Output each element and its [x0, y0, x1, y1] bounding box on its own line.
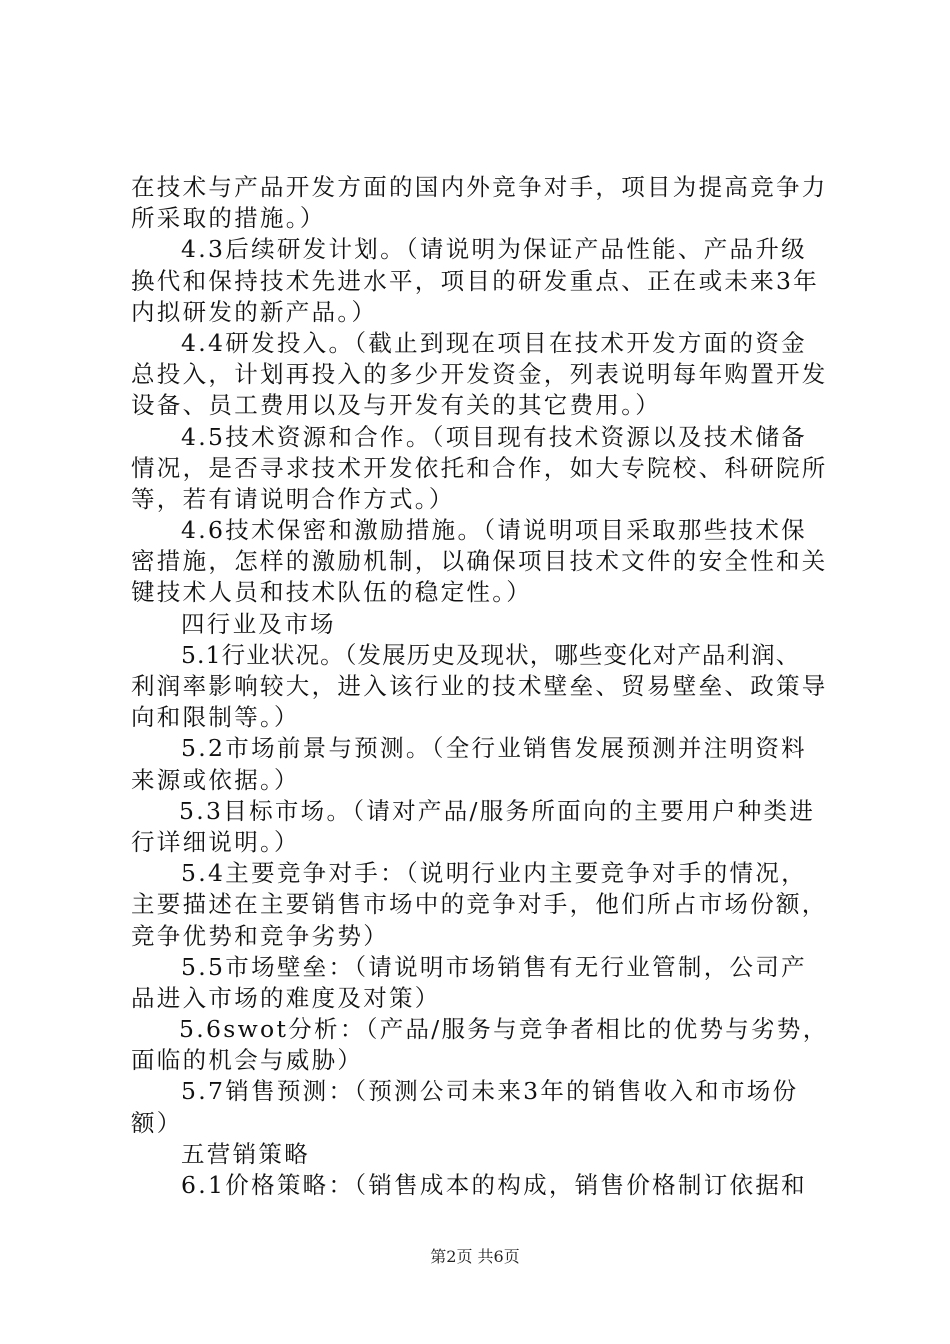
text-line: 键技术人员和技术队伍的稳定性。） — [131, 578, 533, 607]
chapter-heading-industry-market: 四行业及市场 — [181, 609, 336, 638]
text-line: 密措施，怎样的激励机制，以确保项目技术文件的安全性和关 — [131, 547, 828, 576]
section-5-4-heading: 5.4主要竞争对手：（说明行业内主要竞争对手的情况， — [181, 859, 807, 888]
text-line: 竞争优势和竞争劣势） — [131, 921, 389, 950]
section-5-1-heading: 5.1行业状况。（发展历史及现状，哪些变化对产品利润、 — [181, 640, 801, 669]
text-line: 行详细说明。） — [131, 827, 300, 856]
section-4-6-heading: 4.6技术保密和激励措施。（请说明项目采取那些技术保 — [181, 516, 807, 545]
document-body — [131, 172, 851, 1201]
section-6-1-heading: 6.1价格策略：（销售成本的构成，销售价格制订依据和 — [181, 1171, 807, 1199]
section-5-7-heading: 5.7销售预测：（预测公司未来3年的销售收入和市场份 — [181, 1077, 799, 1106]
section-5-3-heading: 5.3目标市场。（请对产品/服务所面向的主要用户种类进 — [179, 796, 816, 825]
section-4-4-heading: 4.4研发投入。（截止到现在项目在技术开发方面的资金 — [181, 328, 807, 357]
text-line: 利润率影响较大，进入该行业的技术壁垒、贸易壁垒、政策导 — [131, 672, 828, 700]
section-4-5-heading: 4.5技术资源和合作。（项目现有技术资源以及技术储备 — [181, 422, 807, 451]
text-line: 向和限制等。） — [131, 703, 300, 732]
text-line: 在技术与产品开发方面的国内外竞争对手，项目为提高竞争力 — [131, 173, 828, 201]
text-line: 品进入市场的难度及对策） — [131, 983, 441, 1012]
chapter-heading-marketing-strategy: 五营销策略 — [181, 1139, 310, 1168]
text-line: 额） — [131, 1108, 183, 1137]
text-line: 换代和保持技术先进水平，项目的研发重点、正在或未来3年 — [131, 266, 820, 295]
section-5-5-heading: 5.5市场壁垒：（请说明市场销售有无行业管制，公司产 — [181, 952, 807, 981]
section-5-2-heading: 5.2市场前景与预测。（全行业销售发展预测并注明资料 — [181, 734, 807, 763]
text-line: 总投入，计划再投入的多少开发资金，列表说明每年购置开发 — [131, 360, 828, 389]
text-line: 设备、员工费用以及与开发有关的其它费用。） — [131, 391, 662, 420]
page-number-footer: 第2页 共6页 — [430, 1247, 520, 1266]
section-5-6-heading: 5.6swot分析：（产品/服务与竞争者相比的优势与劣势， — [179, 1015, 829, 1044]
text-line: 主要描述在主要销售市场中的竞争对手，他们所占市场份额， — [131, 890, 828, 919]
text-line: 内拟研发的新产品。） — [131, 297, 378, 326]
text-line: 情况，是否寻求技术开发依托和合作，如大专院校、科研院所 — [131, 453, 828, 482]
text-line: 面临的机会与威胁） — [131, 1046, 364, 1075]
section-4-3-heading: 4.3后续研发计划。（请说明为保证产品性能、产品升级 — [181, 235, 807, 264]
text-line: 所采取的措施。） — [131, 204, 326, 233]
text-line: 来源或依据。） — [131, 765, 300, 794]
text-line: 等，若有请说明合作方式。） — [131, 484, 455, 513]
